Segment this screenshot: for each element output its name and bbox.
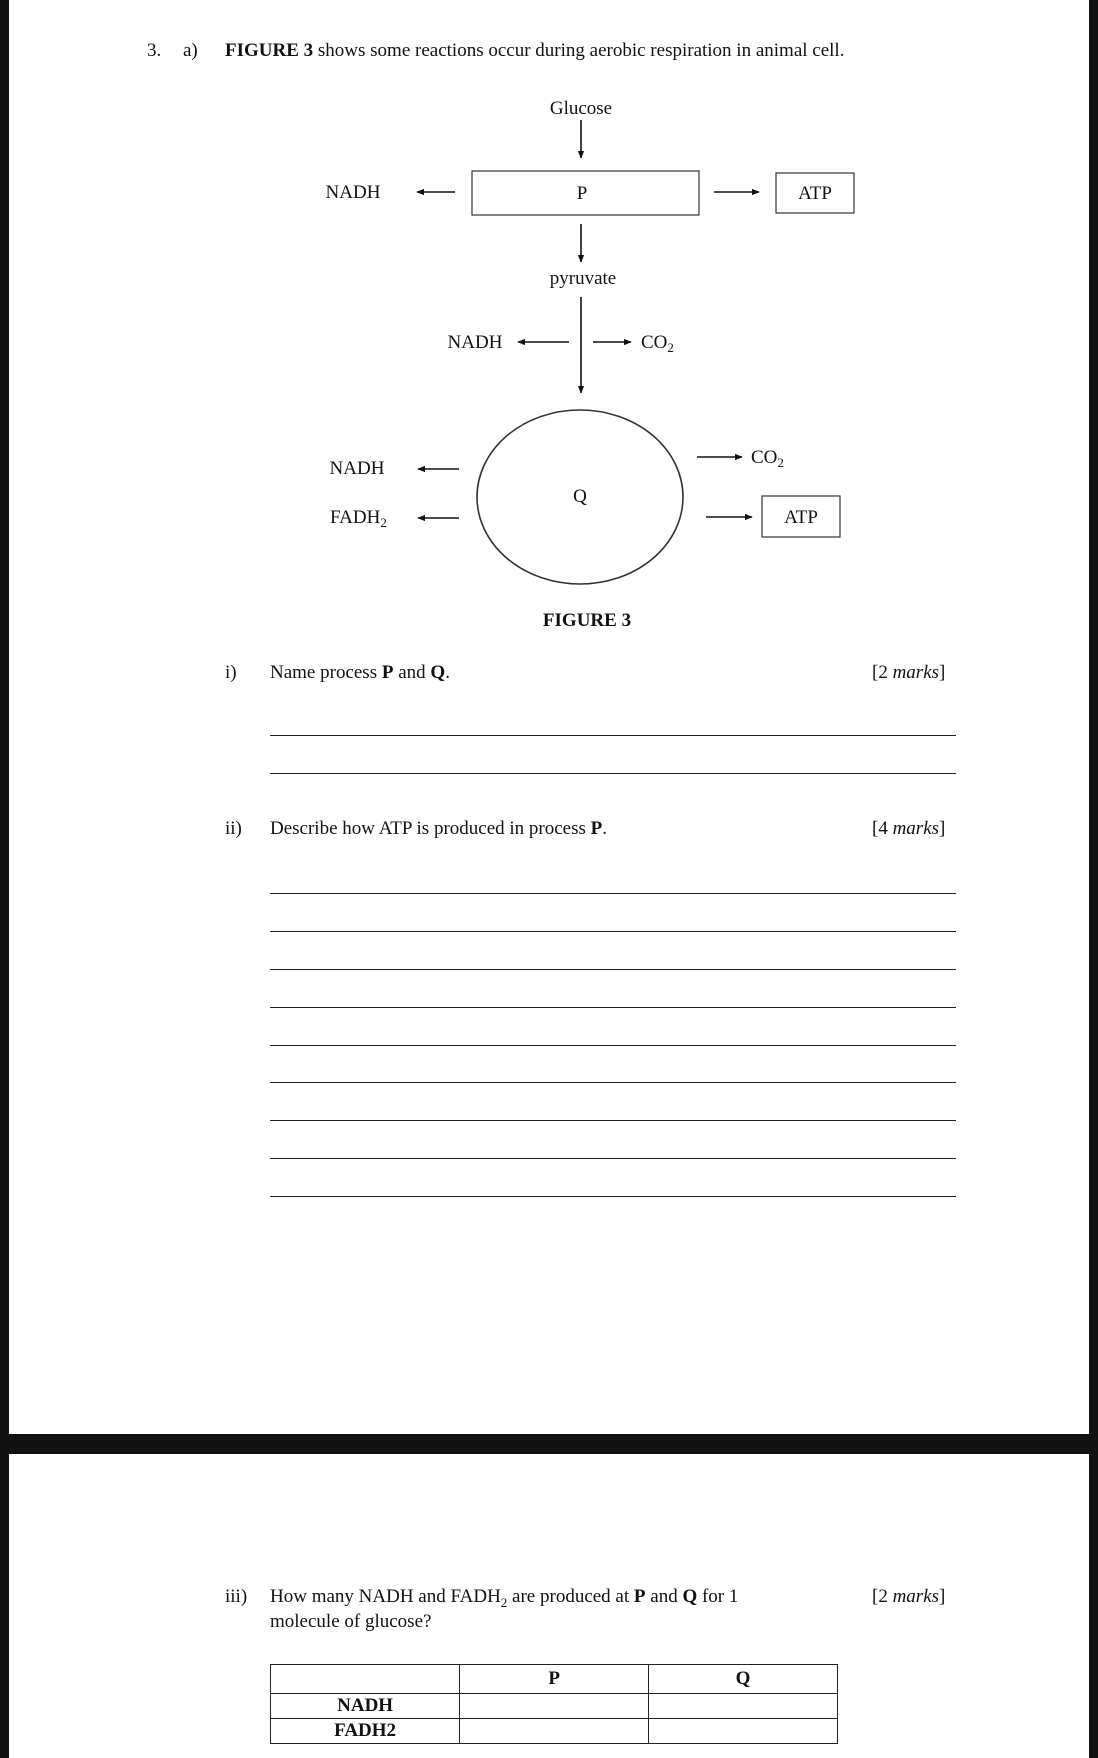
q-iii-marks: [2 marks] xyxy=(872,1586,946,1607)
worksheet-page-2 xyxy=(9,1454,1089,1758)
q-ii-number: ii) xyxy=(225,818,242,839)
answer-line[interactable] xyxy=(270,735,956,736)
worksheet-page-1 xyxy=(9,0,1089,1434)
answer-line[interactable] xyxy=(270,1120,956,1121)
q-ii-marks: [4 marks] xyxy=(872,818,946,839)
q-i-text: Name process P and Q. xyxy=(270,662,450,683)
nadh-link-label: NADH xyxy=(447,332,503,353)
cell-nadh-p[interactable] xyxy=(460,1694,649,1719)
atp-from-p-label: ATP xyxy=(798,183,832,204)
process-p-label: P xyxy=(576,183,588,204)
atp-from-q-label: ATP xyxy=(784,507,818,528)
row-label-fadh2: FADH2 xyxy=(271,1719,460,1744)
q-iii-number: iii) xyxy=(225,1586,248,1607)
intro-text: shows some reactions occur during aerobic respiration in animal cell. xyxy=(313,40,845,61)
row-label-nadh: NADH xyxy=(271,1694,460,1719)
q-i-marks: [2 marks] xyxy=(872,662,946,683)
answer-table xyxy=(270,1664,838,1744)
answer-line[interactable] xyxy=(270,931,956,932)
nadh-from-q-label: NADH xyxy=(329,458,385,479)
q-i-number: i) xyxy=(225,662,237,683)
table-header-row xyxy=(271,1665,838,1694)
question-part: a) xyxy=(183,40,198,61)
answer-line[interactable] xyxy=(270,893,956,894)
pyruvate-label: pyruvate xyxy=(549,268,617,289)
header-blank xyxy=(271,1665,460,1694)
answer-line[interactable] xyxy=(270,1158,956,1159)
answer-line[interactable] xyxy=(270,969,956,970)
figure-caption: FIGURE 3 xyxy=(542,610,632,631)
table-row xyxy=(271,1694,838,1719)
header-q: Q xyxy=(649,1665,838,1694)
co2-link-label: $CO_2$ xyxy=(641,332,674,355)
header-p: P xyxy=(460,1665,649,1694)
cell-fadh2-p[interactable] xyxy=(460,1719,649,1744)
answer-line[interactable] xyxy=(270,1196,956,1197)
cell-nadh-q[interactable] xyxy=(649,1694,838,1719)
answer-line[interactable] xyxy=(270,773,956,774)
q-iii-text: How many NADH and $FADH_2$ are produced at P and Q for 1 xyxy=(270,1586,739,1610)
glucose-label: Glucose xyxy=(549,98,613,119)
q-iii-text-line2: molecule of glucose? xyxy=(270,1611,432,1632)
table-row xyxy=(271,1719,838,1744)
respiration-diagram xyxy=(9,0,1089,640)
question-number: 3. xyxy=(147,40,162,61)
q-ii-text: Describe how ATP is produced in process P. xyxy=(270,818,608,839)
fadh2-from-q-label: $FADH_2$ xyxy=(330,507,387,530)
answer-line[interactable] xyxy=(270,1082,956,1083)
figure-ref: FIGURE 3 xyxy=(225,40,314,61)
answer-line[interactable] xyxy=(270,1045,956,1046)
process-q-label: Q xyxy=(573,486,587,507)
co2-from-q-label: $CO_2$ xyxy=(751,447,784,470)
answer-line[interactable] xyxy=(270,1007,956,1008)
cell-fadh2-q[interactable] xyxy=(649,1719,838,1744)
nadh-from-p-label: NADH xyxy=(325,182,381,203)
